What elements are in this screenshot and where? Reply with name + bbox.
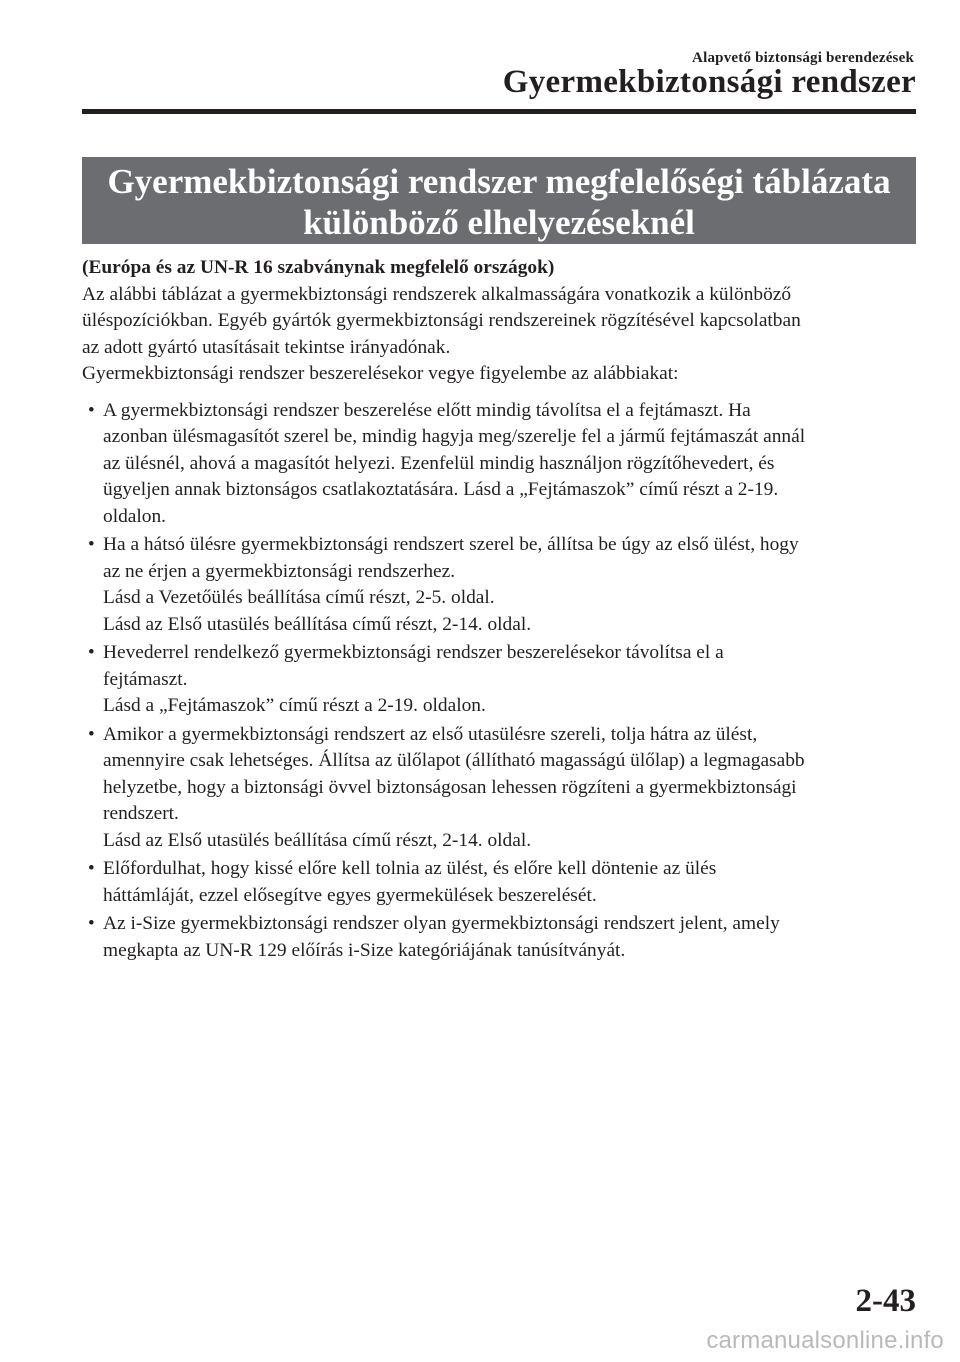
list-item-line: fejtámaszt. [103,668,188,690]
intro-line: Az alábbi táblázat a gyermekbiztonsági rendszerek alkalmasságára vonatkozik a különböző [82,283,792,305]
section-title-band [82,157,916,244]
list-item-line: Lásd a „Fejtámaszok” című részt a 2-19. oldalon. [103,695,486,716]
bullet-dot-icon: • [88,858,95,879]
intro-paragraph [82,282,918,388]
bullet-dot-icon: • [88,913,95,934]
list-item-line: az ülésnél, ahová a magasítót helyezi. Ezenfelül mindig használjon rögzítőhevedert, és [103,452,775,474]
list-item-line: Lásd az Első utasülés beállítása című részt, 2-14. oldal. [103,829,532,851]
list-item-line: oldalon. [103,505,167,527]
list-item-line: Lásd az Első utasülés beállítása című részt, 2-14. oldal. [103,613,532,635]
section-title-line-1: Gyermekbiztonsági rendszer megfelelőségi táblázata [107,162,891,201]
list-item [82,532,918,638]
bullet-dot-icon: • [88,642,95,663]
intro-line: az adott gyártó utasításait tekintse irányadónak. [82,336,451,358]
bullet-dot-icon: • [88,399,95,421]
bullet-dot-icon: • [88,723,95,745]
list-item-line: Az i-Size gyermekbiztonsági rendszer olyan gyermekbiztonsági rendszert jelent, amely [103,913,780,934]
header-divider [82,109,916,114]
watermark: carmanualsonline.info [706,1327,944,1354]
list-item-line: amennyire csak lehetséges. Állítsa az ülőlapot (állítható magasságú ülőlap) a legmagasabb [103,750,805,771]
list-item-line: Előfordulhat, hogy kissé előre kell tolnia az ülést, és előre kell döntenie az ülés [103,858,717,879]
intro-line: Gyermekbiztonsági rendszer beszerelésekor vegye figyelembe az alábbiakat: [82,363,679,384]
page-number: 2-43 [855,1283,916,1319]
list-item-line: megkapta az UN-R 129 előírás i-Size kategóriájának tanúsítványát. [103,939,626,961]
list-item-line: A gyermekbiztonsági rendszer beszerelése előtt mindig távolítsa el a fejtámaszt. Ha [103,399,751,421]
intro-line: üléspozíciókban. Egyéb gyártók gyermekbiztonsági rendszereinek rögzítésével kapcsolatban [82,310,801,331]
list-item [82,398,918,531]
instruction-list [82,398,918,965]
list-item-line: az ne érjen a gyermekbiztonsági rendszerhez. [103,560,456,582]
bullet-dot-icon: • [88,534,95,555]
chapter-title: Gyermekbiztonsági rendszer [502,64,916,100]
list-item-line: rendszert. [103,803,179,824]
list-item [82,856,918,909]
list-item [82,640,918,720]
list-item [82,911,918,964]
list-item-line: Lásd a Vezetőülés beállítása című részt, 2-5. oldal. [103,587,495,608]
subheading: (Európa és az UN-R 16 szabványnak megfelelő országok) [82,257,555,278]
list-item-line: Ha a hátsó ülésre gyermekbiztonsági rendszert szerel be, állítsa be úgy az első ülést, hogy [103,534,799,555]
list-item-line: ügyeljen annak biztonságos csatlakoztatására. Lásd a „Fejtámaszok” című részt a 2-19. [103,479,779,500]
list-item-line: Amikor a gyermekbiztonsági rendszert az első utasülésre szereli, tolja hátra az ülést, [103,723,758,745]
section-title-line-2: különböző elhelyezéseknél [303,203,695,242]
list-item-line: háttámláját, ezzel elősegítve egyes gyermekülések beszerelését. [103,884,597,906]
section-label: Alapvető biztonsági berendezések [692,50,914,66]
list-item-line: Hevederrel rendelkező gyermekbiztonsági rendszer beszerelésekor távolítsa el a [103,642,724,663]
body-content [82,255,918,966]
list-item-line: azonban ülésmagasítót szerel be, mindig hagyja meg/szerelje fel a jármű fejtámaszát annál [103,426,806,447]
list-item [82,722,918,855]
list-item-line: helyzetbe, hogy a biztonsági övvel biztonságosan lehessen rögzíteni a gyermekbiztonsági [103,776,797,798]
